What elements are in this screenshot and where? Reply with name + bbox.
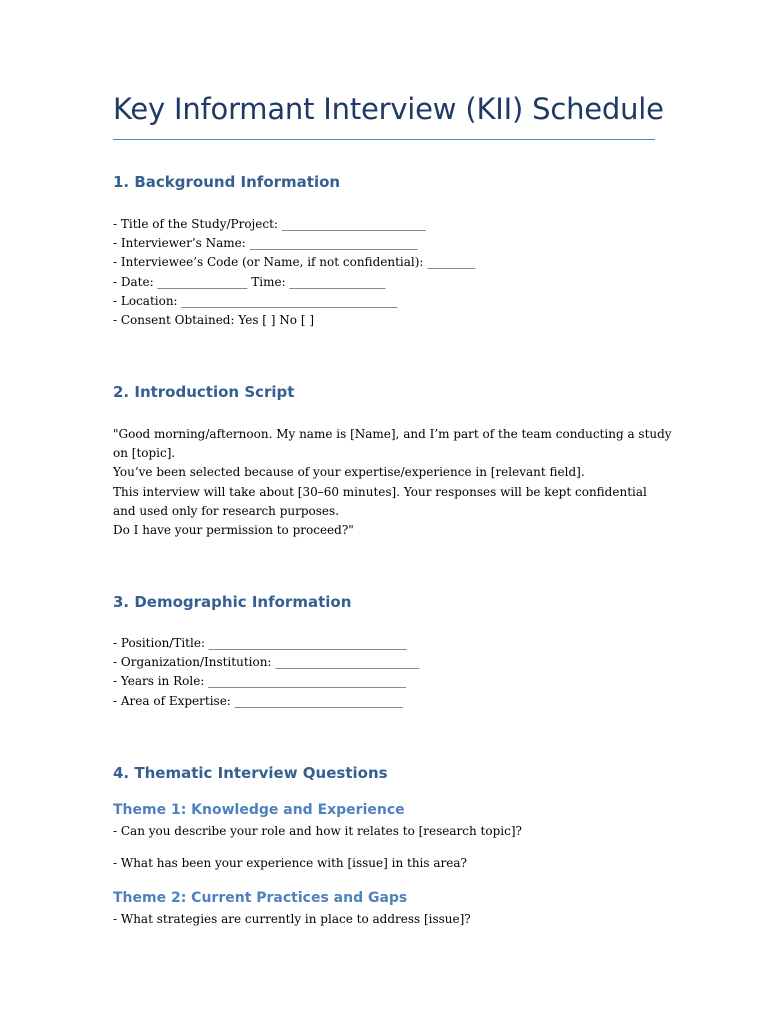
script-line: and used only for research purposes. <box>113 503 340 518</box>
theme-heading-practices: Theme 2: Current Practices and Gaps <box>113 890 408 906</box>
document-title: Key Informant Interview (KII) Schedule <box>113 92 664 126</box>
introduction-script <box>113 425 673 540</box>
list-item: - Interviewee’s Code (or Name, if not confidential): ________ <box>113 255 476 270</box>
theme-heading-knowledge: Theme 1: Knowledge and Experience <box>113 802 405 818</box>
list-item: - Location: ____________________________________ <box>113 293 398 308</box>
title-underline <box>113 139 655 140</box>
section-heading-introduction: 2. Introduction Script <box>113 383 295 401</box>
background-info-list <box>113 215 673 330</box>
demographic-info-list <box>113 634 673 711</box>
script-line: "Good morning/afternoon. My name is [Name], and I’m part of the team conducting a study <box>113 427 672 441</box>
script-line: on [topic]. <box>113 446 176 461</box>
script-line: This interview will take about [30–60 minutes]. Your responses will be kept confidential <box>113 484 647 499</box>
script-line: You’ve been selected because of your expertise/experience in [relevant field]. <box>113 465 585 480</box>
list-item: - Consent Obtained: Yes [ ] No [ ] <box>113 313 314 328</box>
interview-question: - What strategies are currently in place to address [issue]? <box>113 912 471 926</box>
list-item: - Date: _______________ Time: ________________ <box>113 274 386 289</box>
list-item: - Area of Expertise: ____________________________ <box>113 693 403 708</box>
section-heading-background: 1. Background Information <box>113 173 341 191</box>
list-item: - Organization/Institution: ________________________ <box>113 655 420 670</box>
list-item: - Interviewer’s Name: ____________________________ <box>113 236 418 251</box>
section-heading-thematic: 4. Thematic Interview Questions <box>113 764 388 782</box>
script-line: Do I have your permission to proceed?" <box>113 523 354 538</box>
interview-question: - What has been your experience with [issue] in this area? <box>113 856 467 870</box>
interview-question: - Can you describe your role and how it relates to [research topic]? <box>113 824 522 838</box>
list-item: - Title of the Study/Project: ________________________ <box>113 217 426 231</box>
list-item: - Position/Title: _________________________________ <box>113 636 407 650</box>
list-item: - Years in Role: _________________________________ <box>113 674 407 689</box>
section-heading-demographic: 3. Demographic Information <box>113 593 352 611</box>
